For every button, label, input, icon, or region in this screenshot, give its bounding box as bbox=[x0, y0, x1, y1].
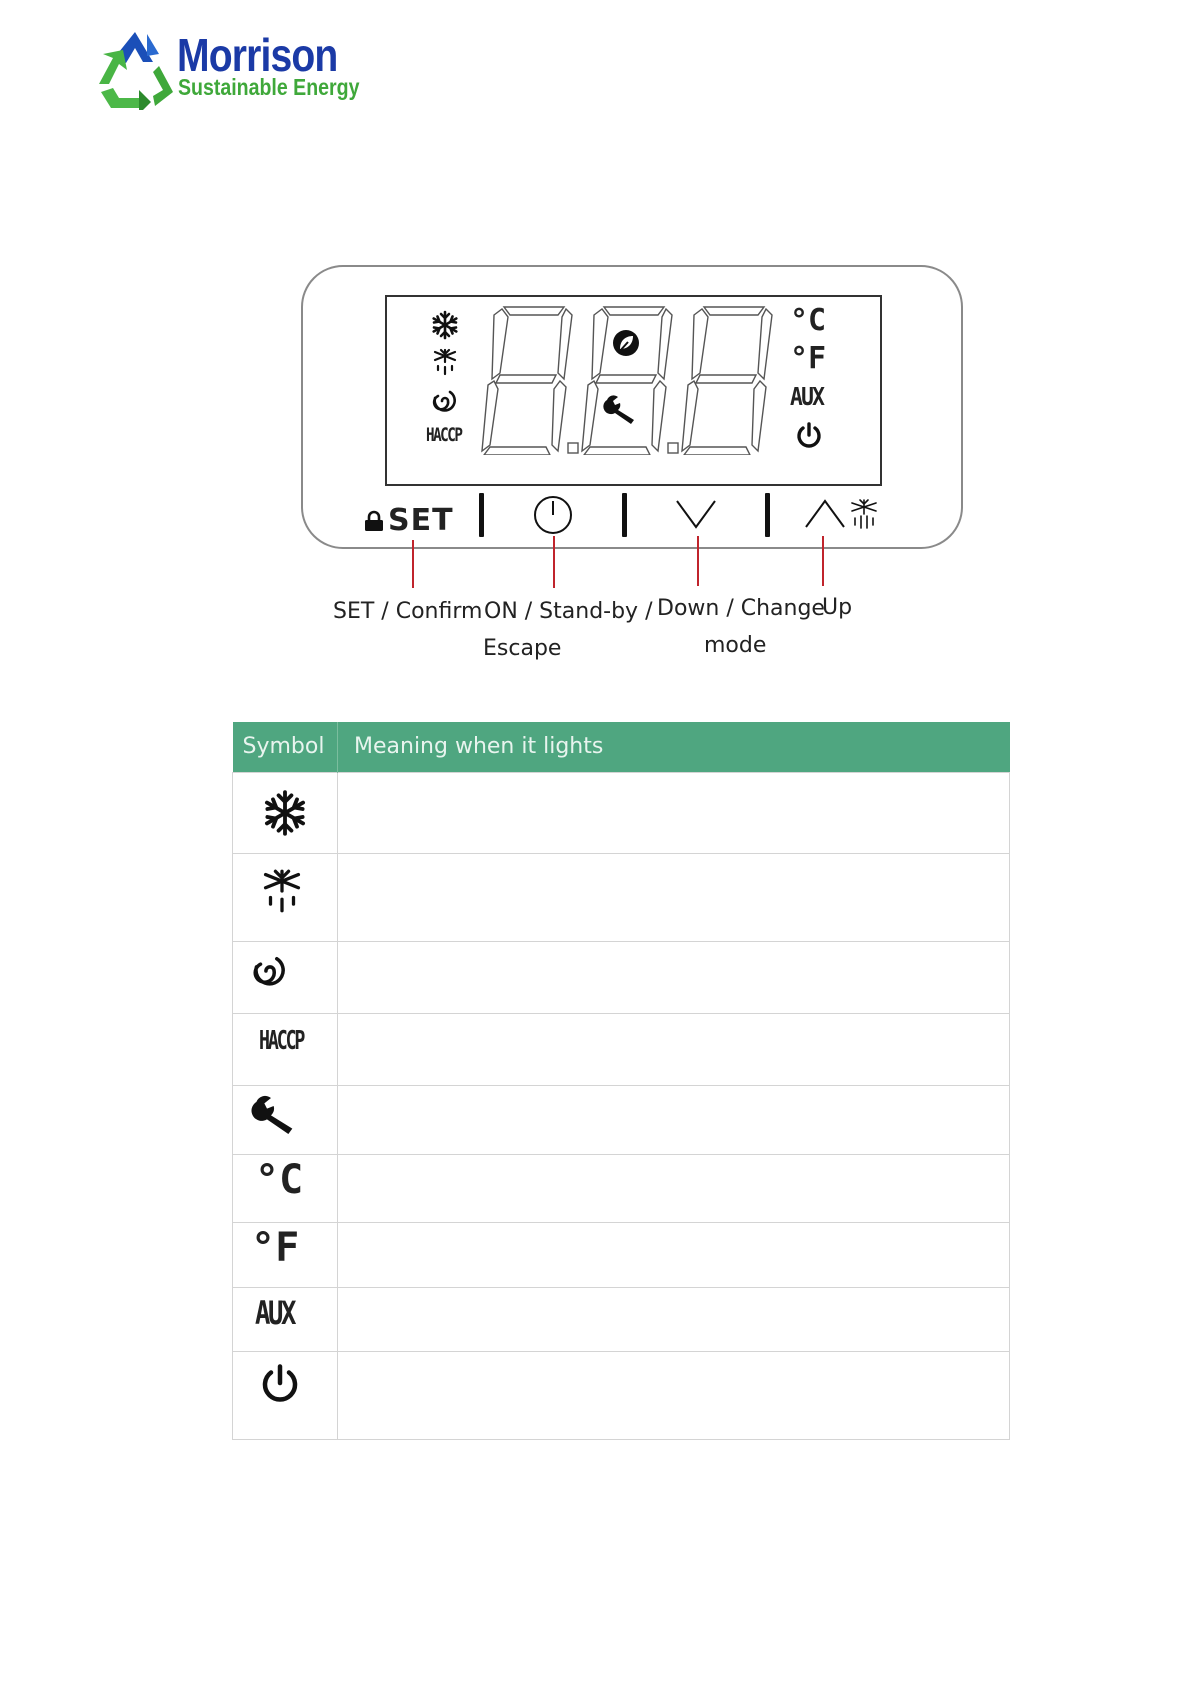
table-row bbox=[233, 1222, 1010, 1287]
symbol-cell bbox=[233, 1154, 338, 1222]
power-button[interactable] bbox=[533, 495, 573, 535]
snowflake-icon bbox=[430, 310, 460, 340]
set-label: SET bbox=[388, 503, 454, 538]
callout-line-on bbox=[553, 536, 555, 588]
up-defrost-button[interactable] bbox=[804, 498, 882, 530]
table-row bbox=[233, 853, 1010, 941]
meaning-cell bbox=[338, 853, 1010, 941]
company-logo bbox=[95, 29, 360, 110]
table-row bbox=[233, 1085, 1010, 1154]
power-icon bbox=[795, 421, 823, 449]
meaning-cell bbox=[338, 1351, 1010, 1439]
lock-icon bbox=[364, 510, 384, 532]
meaning-cell bbox=[338, 772, 1010, 853]
recycle-icon bbox=[95, 30, 175, 110]
button-divider bbox=[765, 493, 770, 537]
button-divider bbox=[479, 493, 484, 537]
symbol-cell bbox=[233, 772, 338, 853]
celsius-icon: °C bbox=[255, 1156, 304, 1203]
table-header-row bbox=[233, 722, 1010, 772]
meaning-cell bbox=[338, 1154, 1010, 1222]
meaning-column-header: Meaning when it lights bbox=[338, 722, 1010, 772]
meaning-cell bbox=[338, 1013, 1010, 1085]
defrost-icon bbox=[257, 868, 307, 914]
haccp-icon: HACCP bbox=[426, 424, 462, 446]
haccp-icon: HACCP bbox=[259, 1025, 304, 1056]
eco-icon bbox=[611, 328, 641, 358]
symbol-cell bbox=[233, 1085, 338, 1154]
wrench-icon bbox=[251, 1094, 299, 1134]
symbol-cell bbox=[233, 1287, 338, 1351]
logo-subtitle: Sustainable Energy bbox=[178, 74, 360, 100]
callout-on-label: ON / Stand-by / bbox=[484, 599, 653, 624]
snowflake-icon bbox=[261, 789, 309, 837]
table-row bbox=[233, 941, 1010, 1013]
fan-icon bbox=[251, 952, 289, 990]
symbol-column-header: Symbol bbox=[233, 722, 338, 772]
callout-set-label: SET / Confirm bbox=[333, 599, 483, 624]
meaning-cell bbox=[338, 1222, 1010, 1287]
meaning-cell bbox=[338, 1287, 1010, 1351]
power-icon bbox=[259, 1362, 301, 1404]
button-divider bbox=[622, 493, 627, 537]
meaning-cell bbox=[338, 941, 1010, 1013]
fahrenheit-icon: °F bbox=[790, 341, 827, 376]
table-row bbox=[233, 772, 1010, 853]
aux-icon: AUX bbox=[255, 1293, 295, 1332]
callout-down-label: Down / Change bbox=[657, 596, 825, 621]
callout-up-label: Up bbox=[822, 595, 853, 620]
callout-line-down bbox=[697, 536, 699, 586]
down-button[interactable] bbox=[675, 498, 717, 530]
lock-set-button[interactable] bbox=[364, 503, 454, 538]
table-row bbox=[233, 1287, 1010, 1351]
callout-on-label-line2: Escape bbox=[483, 636, 562, 661]
symbol-cell bbox=[233, 1222, 338, 1287]
symbol-cell bbox=[233, 941, 338, 1013]
symbol-table bbox=[232, 722, 1010, 1440]
logo-title: Morrison bbox=[177, 29, 338, 81]
fan-icon bbox=[431, 387, 459, 415]
aux-icon: AUX bbox=[790, 382, 824, 411]
symbol-cell bbox=[233, 1013, 338, 1085]
symbol-cell bbox=[233, 1351, 338, 1439]
callout-line-set bbox=[412, 540, 414, 588]
table-row bbox=[233, 1013, 1010, 1085]
celsius-icon: °C bbox=[790, 303, 827, 338]
callout-down-label-line2: mode bbox=[704, 633, 767, 658]
symbol-cell bbox=[233, 853, 338, 941]
table-row bbox=[233, 1154, 1010, 1222]
table-row bbox=[233, 1351, 1010, 1439]
callout-line-up bbox=[822, 536, 824, 586]
wrench-icon bbox=[603, 394, 639, 424]
meaning-cell bbox=[338, 1085, 1010, 1154]
defrost-icon bbox=[430, 348, 460, 376]
fahrenheit-icon: °F bbox=[251, 1224, 300, 1271]
up-chevron-icon bbox=[804, 498, 846, 530]
defrost-icon bbox=[846, 498, 882, 530]
